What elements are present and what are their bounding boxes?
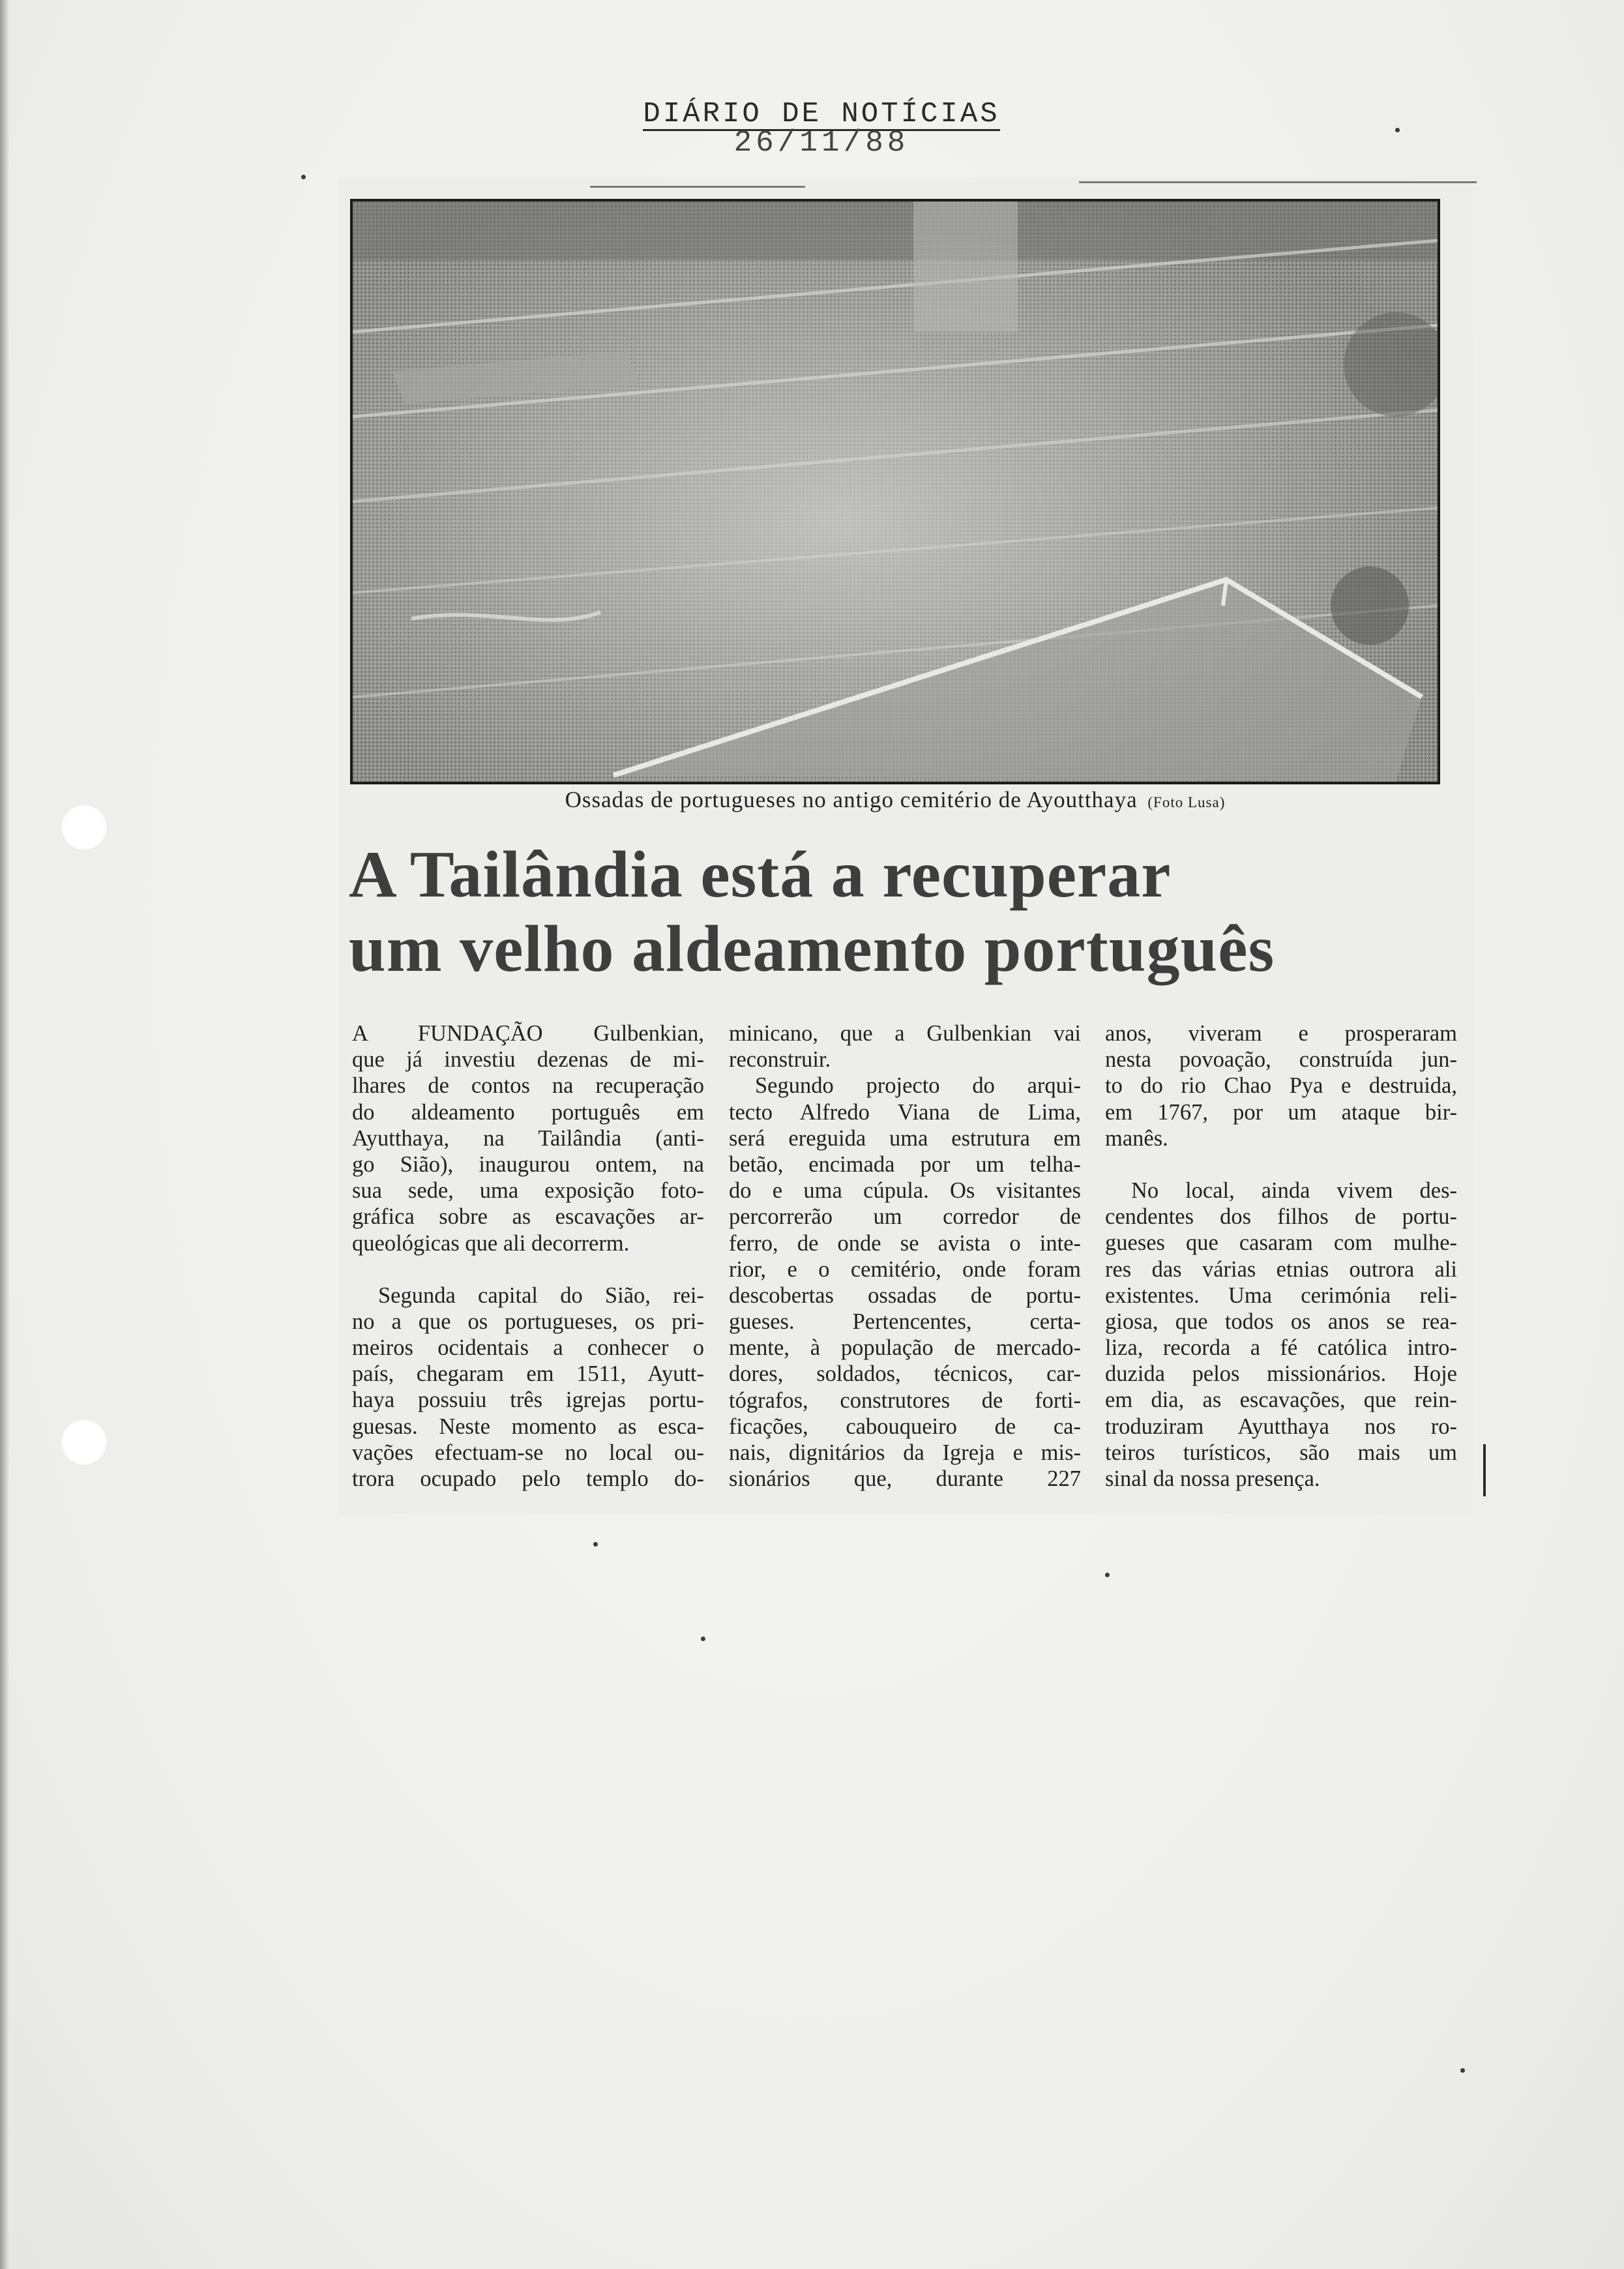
text-line: que já investiu dezenas de mi- bbox=[352, 1047, 704, 1073]
dust-speck bbox=[1395, 128, 1400, 132]
text-line: betão, encimada por um telha- bbox=[729, 1151, 1081, 1177]
text-line: será ereguida uma estrutura em bbox=[729, 1125, 1081, 1151]
text-line: manês. bbox=[1105, 1125, 1168, 1151]
text-line: Segunda capital do Sião, rei- bbox=[378, 1283, 704, 1308]
dust-speck bbox=[593, 1542, 598, 1547]
newspaper-masthead bbox=[626, 98, 1017, 160]
text-line: go Sião), inaugurou ontem, na bbox=[352, 1151, 704, 1177]
text-line: vações efectuam-se no local ou- bbox=[352, 1440, 704, 1465]
text-line: teiros turísticos, são mais um bbox=[1105, 1440, 1457, 1465]
text-line: dores, soldados, técnicos, car- bbox=[729, 1361, 1081, 1387]
text-line: cendentes dos filhos de portu- bbox=[1105, 1204, 1457, 1230]
publication-date: 26/11/88 bbox=[733, 126, 909, 160]
text-line: No local, ainda vivem des- bbox=[1131, 1178, 1457, 1203]
page-left-edge bbox=[0, 0, 9, 2269]
dust-speck bbox=[701, 1637, 705, 1641]
text-line: anos, viveram e prosperaram bbox=[1105, 1021, 1457, 1046]
text-line: sionários que, durante 227 bbox=[729, 1466, 1081, 1492]
text-line: ferro, de onde se avista o inte- bbox=[729, 1230, 1081, 1256]
text-line: gueses. Pertencentes, certa- bbox=[729, 1309, 1081, 1335]
text-line: trora ocupado pelo templo do- bbox=[352, 1466, 704, 1491]
paragraph bbox=[352, 1283, 704, 1492]
text-line: meiros ocidentais a conhecer o bbox=[352, 1335, 704, 1361]
text-line: haya possuiu três igrejas portu- bbox=[352, 1387, 704, 1413]
dust-speck bbox=[301, 175, 306, 179]
text-line: guesas. Neste momento as esca- bbox=[352, 1414, 704, 1439]
text-line: tógrafos, construtores de forti- bbox=[729, 1387, 1081, 1413]
column-end-rule bbox=[1483, 1444, 1486, 1496]
text-line: gráfica sobre as escavações ar- bbox=[352, 1204, 704, 1230]
clipping-top-rule-left bbox=[590, 186, 805, 188]
text-line: sua sede, uma exposição foto- bbox=[352, 1178, 704, 1204]
text-line: res das várias etnias outrora ali bbox=[1105, 1256, 1457, 1282]
text-line: giosa, que todos os anos se rea- bbox=[1105, 1309, 1457, 1334]
paragraph bbox=[729, 1020, 1081, 1073]
text-line: gueses que casaram com mulhe- bbox=[1105, 1230, 1457, 1256]
text-line: do aldeamento português em bbox=[352, 1099, 704, 1125]
newspaper-name: DIÁRIO DE NOTÍCIAS bbox=[643, 98, 1000, 130]
text-line: reconstruir. bbox=[729, 1047, 831, 1073]
text-line: tecto Alfredo Viana de Lima, bbox=[729, 1099, 1081, 1125]
text-line: rior, e o cemitério, onde foram bbox=[729, 1256, 1081, 1282]
photo-credit: (Foto Lusa) bbox=[1147, 794, 1226, 810]
text-line: to do rio Chao Pya e destruida, bbox=[1105, 1073, 1457, 1099]
dust-speck bbox=[1460, 2068, 1465, 2073]
text-line: minicano, que a Gulbenkian vai bbox=[729, 1021, 1081, 1046]
headline-line-1: A Tailândia está a recuperar bbox=[349, 838, 1172, 912]
punch-hole-bottom bbox=[60, 1418, 108, 1466]
paragraph bbox=[1105, 1020, 1457, 1151]
text-line: troduziram Ayutthaya nos ro- bbox=[1105, 1414, 1457, 1439]
paragraph bbox=[729, 1073, 1081, 1492]
text-line: em 1767, por um ataque bir- bbox=[1105, 1099, 1457, 1125]
text-line: A FUNDAÇÃO Gulbenkian, bbox=[352, 1021, 704, 1046]
text-line: nais, dignitários da Igreja e mis- bbox=[729, 1440, 1081, 1465]
text-line: Segundo projecto do arqui- bbox=[755, 1073, 1081, 1099]
paragraph bbox=[1105, 1178, 1457, 1492]
text-line: descobertas ossadas de portu- bbox=[729, 1283, 1081, 1308]
text-line: lhares de contos na recuperação bbox=[352, 1073, 704, 1099]
clipping-top-rule-right bbox=[1079, 181, 1477, 183]
text-line: Ayutthaya, na Tailândia (anti- bbox=[352, 1125, 704, 1151]
headline-line-2: um velho aldeamento português bbox=[349, 912, 1275, 986]
article-column-3 bbox=[1105, 1020, 1457, 1492]
caption-text: Ossadas de portugueses no antigo cemitério de Ayoutthaya bbox=[565, 787, 1138, 812]
excavation-photo-illustration bbox=[353, 201, 1438, 782]
punch-hole-top bbox=[60, 803, 108, 852]
text-line: país, chegaram em 1511, Ayutt- bbox=[352, 1361, 704, 1387]
article-column-2 bbox=[729, 1020, 1081, 1492]
text-line: queológicas que ali decorrerm. bbox=[352, 1230, 630, 1256]
text-line: liza, recorda a fé católica intro- bbox=[1105, 1335, 1457, 1361]
text-line: duzida pelos missionários. Hoje bbox=[1105, 1361, 1457, 1387]
text-line: em dia, as escavações, que rein- bbox=[1105, 1387, 1457, 1413]
text-line: ficações, cabouqueiro de ca- bbox=[729, 1414, 1081, 1439]
article-photo bbox=[350, 199, 1440, 784]
article-headline bbox=[349, 838, 1470, 986]
text-line: existentes. Uma cerimónia reli- bbox=[1105, 1283, 1457, 1308]
text-line: sinal da nossa presença. bbox=[1105, 1466, 1320, 1491]
text-line: nesta povoação, construída jun- bbox=[1105, 1047, 1457, 1073]
paragraph bbox=[352, 1020, 704, 1256]
text-line: do e uma cúpula. Os visitantes bbox=[729, 1178, 1081, 1204]
text-line: percorrerão um corredor de bbox=[729, 1204, 1081, 1230]
dust-speck bbox=[1105, 1573, 1110, 1577]
text-line: mente, à população de mercado- bbox=[729, 1335, 1081, 1361]
article-column-1 bbox=[352, 1020, 704, 1492]
text-line: no a que os portugueses, os pri- bbox=[352, 1309, 704, 1334]
photo-caption bbox=[350, 787, 1440, 813]
